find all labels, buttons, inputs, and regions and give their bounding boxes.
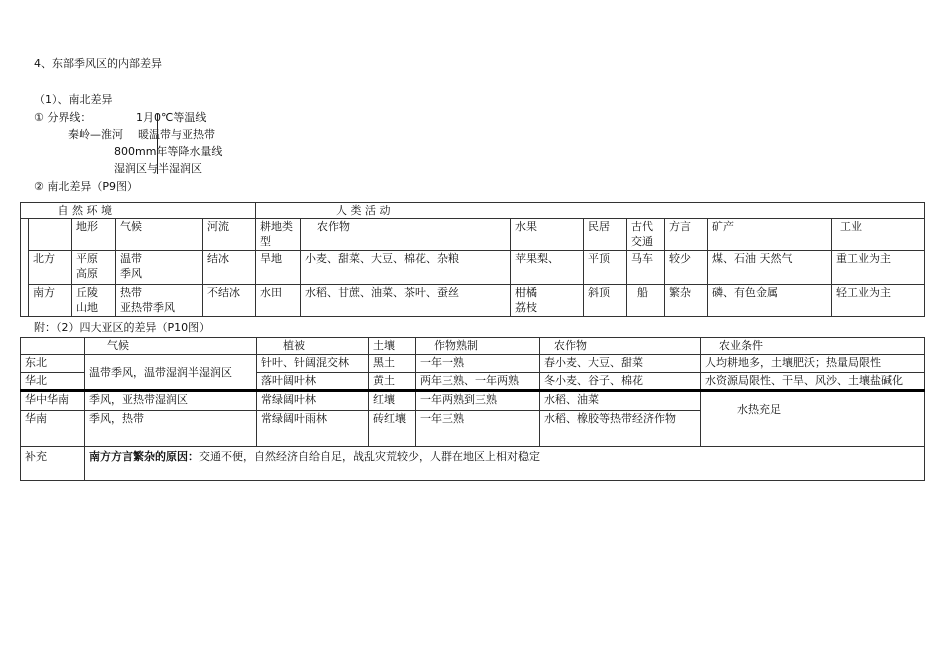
cell-crops: 水稻、油菜 xyxy=(540,391,701,411)
cell-conditions: 水资源局限性、干旱、风沙、土壤盐碱化 xyxy=(701,373,925,391)
subsection-diff: ② 南北差异（P9图） xyxy=(34,180,138,193)
col-river: 河流 xyxy=(203,219,256,251)
cell-crops: 水稻、橡胶等热带经济作物 xyxy=(540,411,701,447)
north-south-table xyxy=(20,202,925,317)
col-crops: 农作物 xyxy=(540,338,701,355)
cell-vegetation: 落叶阔叶林 xyxy=(257,373,369,391)
cell-minerals: 磷、有色金属 xyxy=(708,285,832,317)
table-row xyxy=(21,285,925,317)
cell-vegetation: 常绿阔叶林 xyxy=(257,391,369,411)
group-natural-label: 自 然 环 境 xyxy=(57,204,113,217)
table-row xyxy=(21,355,925,373)
cell-conditions: 人均耕地多，土壤肥沃；热量局限性 xyxy=(701,355,925,373)
cell-farmland: 水田 xyxy=(256,285,301,317)
table1-header-row xyxy=(21,219,925,251)
cell-conditions-south: 水热充足 xyxy=(701,391,925,447)
cell-industry: 轻工业为主 xyxy=(832,285,925,317)
divide-label: ① 分界线： xyxy=(34,111,92,124)
divide-line-4: 湿润区与半湿润区 xyxy=(114,162,202,175)
col-terrain: 地形 xyxy=(72,219,116,251)
divide-line-2: 暖温带与亚热带 xyxy=(138,128,215,141)
table-row xyxy=(21,391,925,411)
subsection-subregions: 附：（2）四大亚区的差异（P10图） xyxy=(34,321,211,334)
cell-crops: 水稻、甘蔗、油菜、茶叶、蚕丝 xyxy=(301,285,511,317)
col-house: 民居 xyxy=(584,219,627,251)
divide-place: 秦岭—淮河 xyxy=(68,128,123,141)
col-farmland: 耕地类型 xyxy=(256,219,301,251)
cell-climate: 季风，亚热带湿润区 xyxy=(85,391,257,411)
supplement-row xyxy=(21,447,925,481)
cell-soil: 砖红壤 xyxy=(369,411,416,447)
cell-climate: 温带 季风 xyxy=(116,251,203,285)
subregion-table xyxy=(20,337,925,481)
cell-transport: 马车 xyxy=(627,251,665,285)
cell-terrain: 丘陵 山地 xyxy=(72,285,116,317)
group-human xyxy=(256,203,925,219)
supplement-cell xyxy=(85,447,925,481)
cell-harvest: 两年三熟、一年两熟 xyxy=(416,373,540,391)
cell-dialect: 较少 xyxy=(665,251,708,285)
col-crops: 农作物 xyxy=(301,219,511,251)
bracket-line xyxy=(157,114,158,174)
row-region: 北方 xyxy=(29,251,72,285)
col-dialect: 方言 xyxy=(665,219,708,251)
cell-soil: 黄土 xyxy=(369,373,416,391)
cell-house: 斜顶 xyxy=(584,285,627,317)
cell-climate: 热带 亚热带季风 xyxy=(116,285,203,317)
col-transport: 古代交通 xyxy=(627,219,665,251)
cell-house: 平顶 xyxy=(584,251,627,285)
cell-soil: 红壤 xyxy=(369,391,416,411)
cell-harvest: 一年两熟到三熟 xyxy=(416,391,540,411)
col-climate: 气候 xyxy=(85,338,257,355)
cell-fruit: 苹果梨、 xyxy=(511,251,584,285)
cell-crops: 春小麦、大豆、甜菜 xyxy=(540,355,701,373)
cell-climate: 温带季风，温带湿润半湿润区 xyxy=(85,355,257,391)
col-climate: 气候 xyxy=(116,219,203,251)
col-minerals: 矿产 xyxy=(708,219,832,251)
cell-industry: 重工业为主 xyxy=(832,251,925,285)
cell-crops: 小麦、甜菜、大豆、棉花、杂粮 xyxy=(301,251,511,285)
cell-crops: 冬小麦、谷子、棉花 xyxy=(540,373,701,391)
row-region: 华南 xyxy=(21,411,85,447)
col-conditions: 农业条件 xyxy=(701,338,925,355)
col-vegetation: 植被 xyxy=(257,338,369,355)
cell-terrain: 平原 高原 xyxy=(72,251,116,285)
cell-transport: 船 xyxy=(627,285,665,317)
col-harvest: 作物熟制 xyxy=(416,338,540,355)
divide-line-1: 1月0℃等温线 xyxy=(136,111,207,124)
divide-line-3: 800mm年等降水量线 xyxy=(114,145,223,158)
supplement-text: 交通不便，自然经济自给自足，战乱灾荒较少，人群在地区上相对稳定 xyxy=(199,450,540,463)
cell-harvest: 一年一熟 xyxy=(416,355,540,373)
cell-dialect: 繁杂 xyxy=(665,285,708,317)
supplement-label: 补充 xyxy=(21,447,85,481)
cell-climate: 季风，热带 xyxy=(85,411,257,447)
row-region: 华北 xyxy=(21,373,85,391)
row-region: 华中华南 xyxy=(21,391,85,411)
cell-farmland: 旱地 xyxy=(256,251,301,285)
cell-harvest: 一年三熟 xyxy=(416,411,540,447)
row-region: 南方 xyxy=(29,285,72,317)
supplement-bold: 南方方言繁杂的原因： xyxy=(89,450,199,463)
cell-river: 不结冰 xyxy=(203,285,256,317)
row-region: 东北 xyxy=(21,355,85,373)
subsection-north-south: （1）、南北差异 xyxy=(34,93,113,106)
group-natural xyxy=(57,203,256,219)
cell-river: 结冰 xyxy=(203,251,256,285)
table-row xyxy=(21,251,925,285)
col-industry: 工业 xyxy=(832,219,925,251)
cell-fruit: 柑橘 荔枝 xyxy=(511,285,584,317)
cell-vegetation: 常绿阔叶雨林 xyxy=(257,411,369,447)
col-fruit: 水果 xyxy=(511,219,584,251)
section-heading: 4、东部季风区的内部差异 xyxy=(34,57,162,70)
col-soil: 土壤 xyxy=(369,338,416,355)
group-human-label: 人 类 活 动 xyxy=(336,204,391,217)
cell-soil: 黑土 xyxy=(369,355,416,373)
table2-header-row xyxy=(21,338,925,355)
cell-minerals: 煤、石油 天然气 xyxy=(708,251,832,285)
cell-vegetation: 针叶、针阔混交林 xyxy=(257,355,369,373)
